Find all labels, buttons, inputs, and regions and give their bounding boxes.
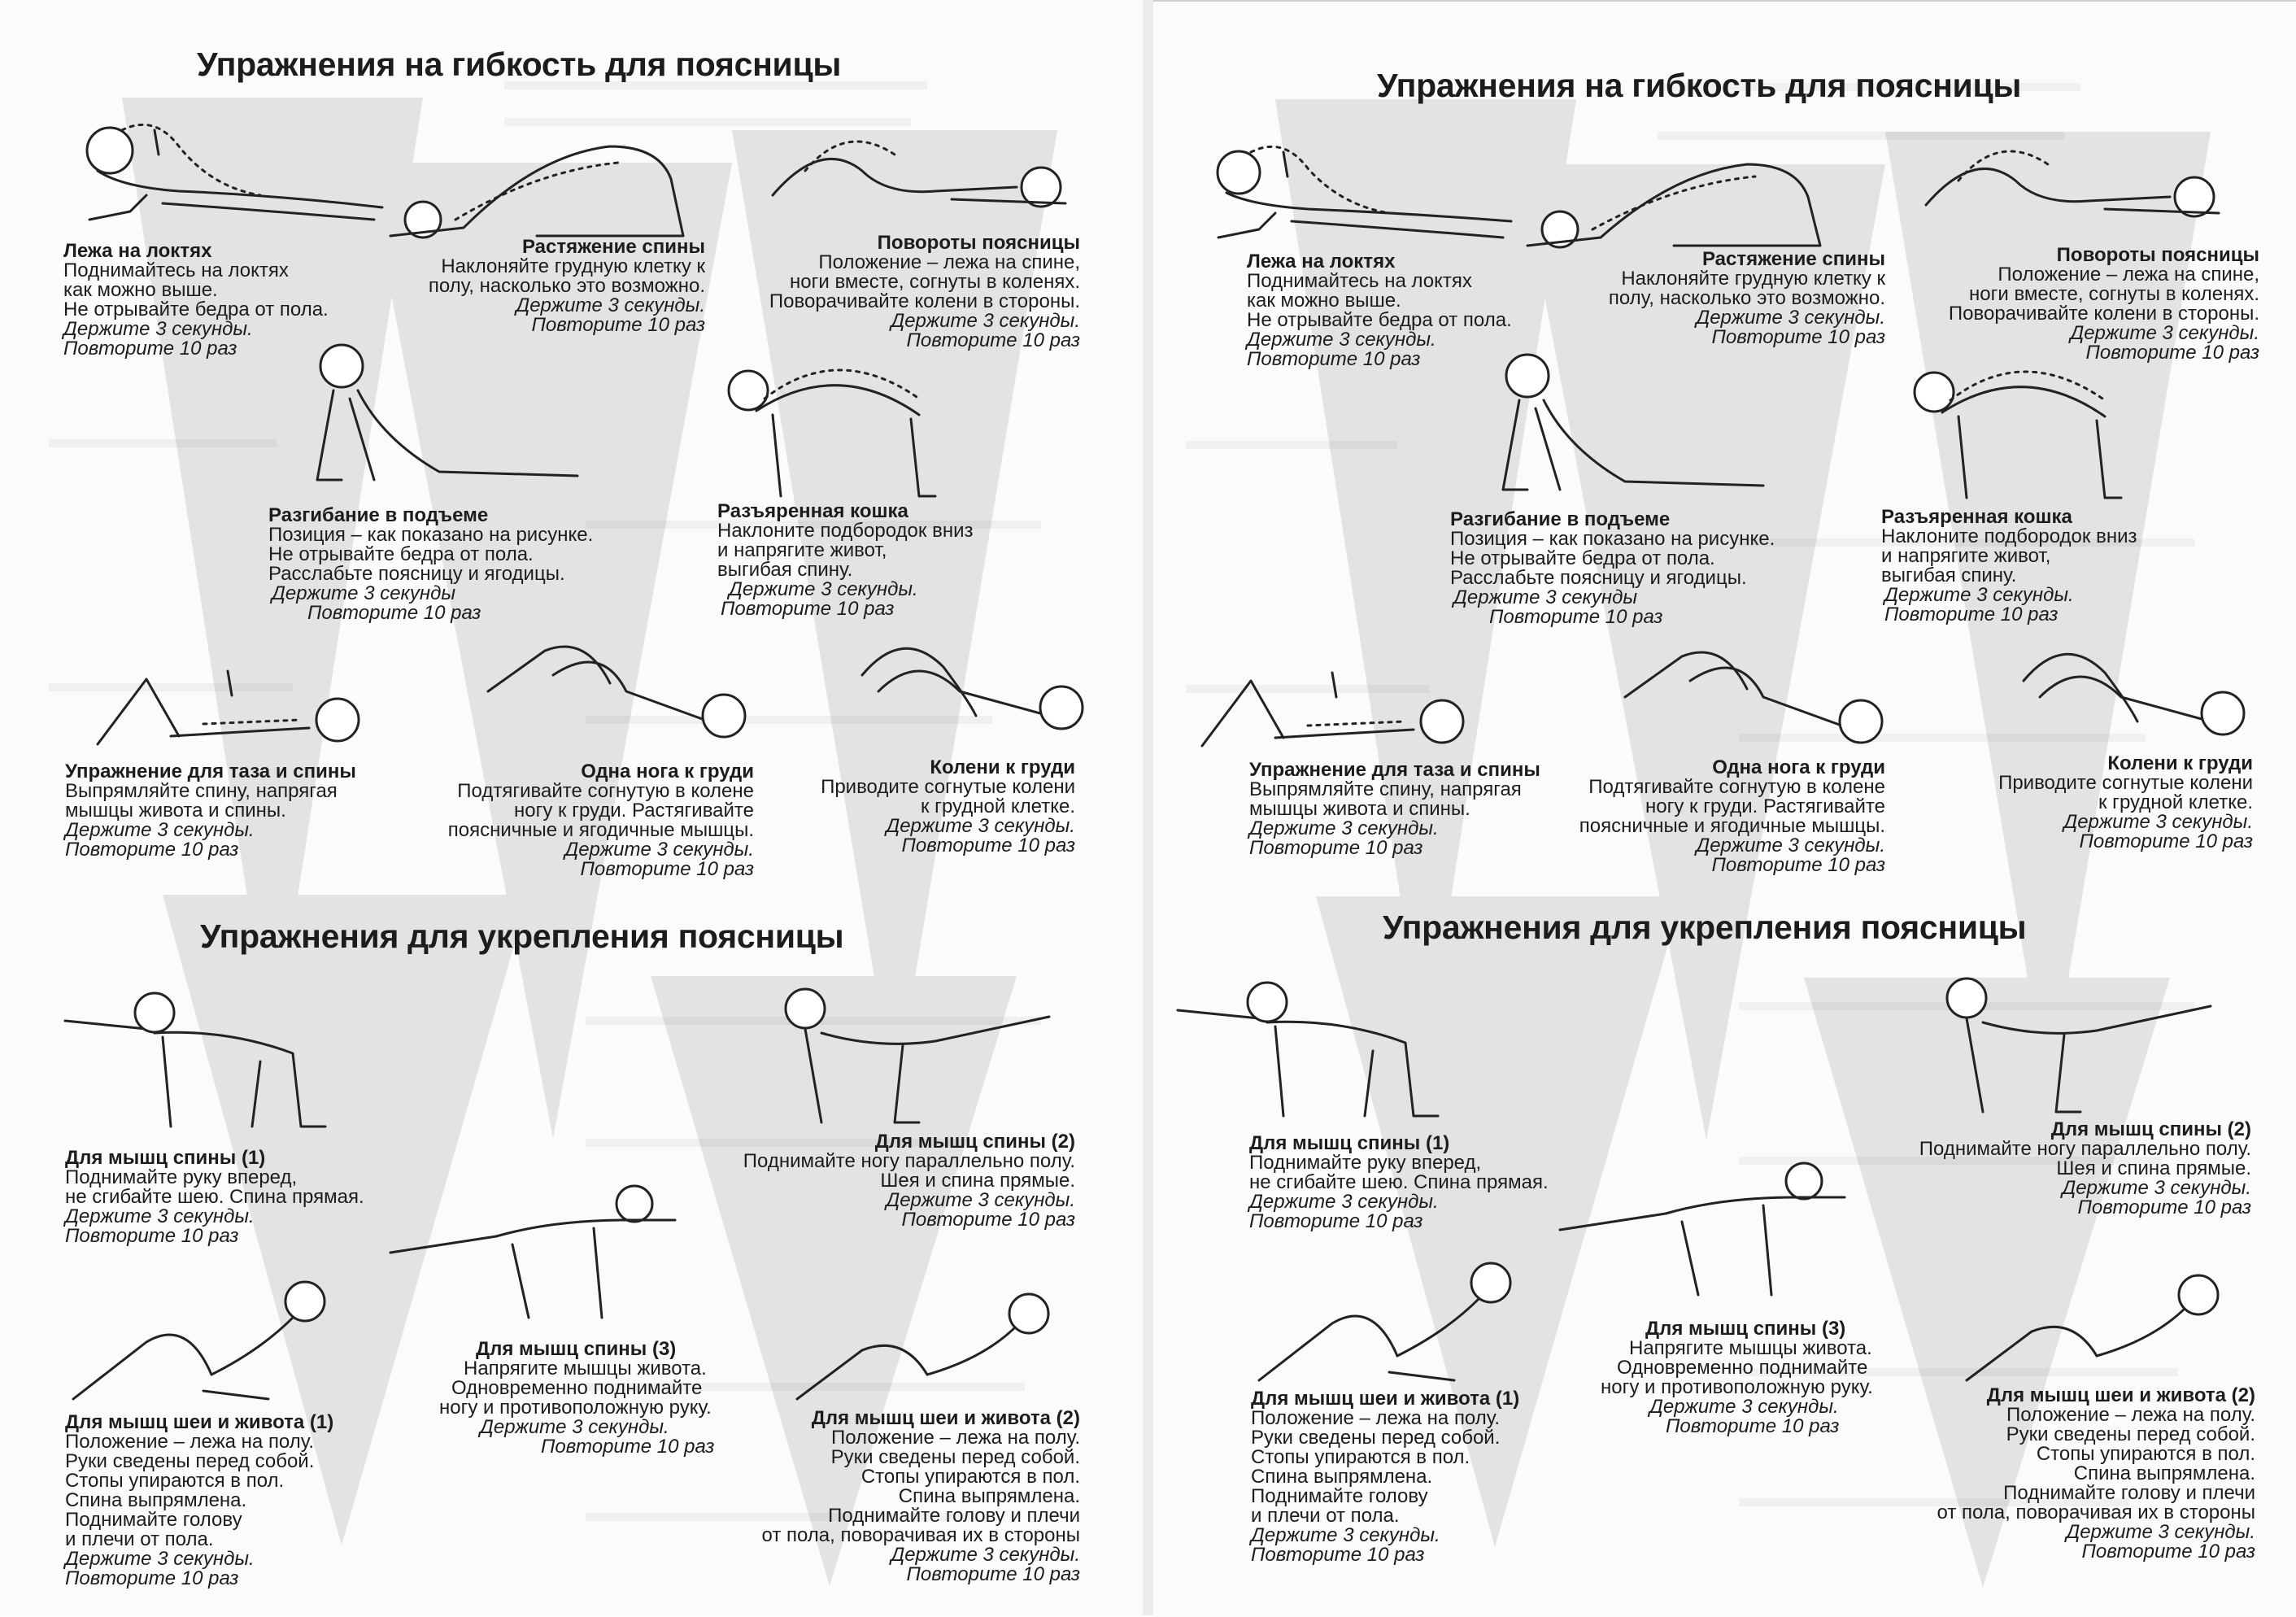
caption-press-up-extension: Разгибание в подъеме Позиция – как показано на рисунке. Не отрывайте бедра от пола. Расслабьте поясницу и ягодицы. Держите 3 секунды Повторите 10 раз xyxy=(268,504,594,624)
caption-lumbar-rotation: Повороты поясницы Положение – лежа на спине, ноги вместе, согнуты в коленях. Поворачивайте колени в стороны. Держите 3 секунды. Повторите 10 раз xyxy=(1948,244,2259,364)
figure-single-knee-to-chest xyxy=(1625,632,1893,754)
caption-pelvic-tilt: Упражнение для таза и спины Выпрямляйте спину, напрягая мышцы живота и спины. Держите 3 секунды. Повторите 10 раз xyxy=(1249,759,1540,859)
figure-pelvic-tilt xyxy=(1202,648,1479,754)
figure-back-muscles-2 xyxy=(1934,974,2227,1120)
caption-back-muscles-3: Для мышц спины (3) Напрягите мышцы живота. Одновременно поднимайте ногу и противоположную руку. Держите 3 секунды. Повторите 10 раз xyxy=(1601,1318,1873,1437)
figure-back-muscles-3 xyxy=(1560,1165,1853,1303)
figure-back-muscles-3 xyxy=(390,1188,683,1326)
section-title-strengthening: Упражнения для укрепления поясницы xyxy=(1383,909,2027,946)
caption-back-muscles-3: Для мышц спины (3) Напрягите мышцы живота. Одновременно поднимайте ногу и противоположную руку. Держите 3 секунды. Повторите 10 раз xyxy=(439,1338,715,1458)
caption-back-muscles-2: Для мышц спины (2) Поднимайте ногу параллельно полу. Шея и спина прямые. Держите 3 секунды. Повторите 10 раз xyxy=(1919,1118,2251,1218)
figure-knees-to-chest xyxy=(854,626,1098,748)
figure-neck-abs-1 xyxy=(73,1269,342,1407)
figure-angry-cat xyxy=(1902,343,2146,506)
figure-neck-abs-2 xyxy=(797,1285,1065,1407)
figure-lying-on-elbows xyxy=(1194,124,1519,246)
figure-pelvic-tilt xyxy=(98,647,374,752)
caption-neck-abs-2: Для мышц шеи и живота (2) Положение – лежа на полу. Руки сведены перед собой. Стопы упираются в пол. Спина выпрямлена. Поднимайте голову и плечи от пола, поворачивая их в стороны Держите 3 секунды. Повторите 10 раз xyxy=(761,1407,1080,1585)
spread-gutter xyxy=(1143,0,1153,1615)
figure-back-stretch xyxy=(390,122,699,252)
left-page xyxy=(0,0,1143,1615)
figure-lumbar-rotation xyxy=(773,122,1082,220)
caption-back-stretch: Растяжение спины Наклоняйте грудную клетку к полу, насколько это возможно. Держите 3 секунды. Повторите 10 раз xyxy=(1608,248,1885,348)
caption-pelvic-tilt: Упражнение для таза и спины Выпрямляйте спину, напрягая мышцы живота и спины. Держите 3 секунды. Повторите 10 раз xyxy=(65,761,356,861)
caption-angry-cat: Разъяренная кошка Наклоните подбородок вниз и напрягите живот, выгибая спину. Держите 3 секунды. Повторите 10 раз xyxy=(717,500,974,620)
figure-lumbar-rotation xyxy=(1926,132,2235,229)
figure-press-up-extension xyxy=(293,342,586,488)
section-title-flexibility: Упражнения на гибкость для поясницы xyxy=(197,46,842,83)
caption-single-knee-to-chest: Одна нога к груди Подтягивайте согнутую в колене ногу к груди. Растягивайте поясничные и ягодичные мышцы. Держите 3 секунды. Повторите 10 раз xyxy=(447,761,754,880)
caption-knees-to-chest: Колени к груди Приводите согнутые колени к грудной клетке. Держите 3 секунды. Повторите 10 раз xyxy=(1998,752,2253,852)
figure-knees-to-chest xyxy=(2015,632,2259,754)
figure-back-muscles-1 xyxy=(65,988,350,1135)
figure-back-muscles-1 xyxy=(1178,978,1462,1124)
caption-angry-cat: Разъяренная кошка Наклоните подбородок вниз и напрягите живот, выгибая спину. Держите 3 секунды. Повторите 10 раз xyxy=(1881,506,2137,625)
figure-neck-abs-2 xyxy=(1967,1266,2235,1388)
right-page xyxy=(1153,0,2296,1617)
figure-press-up-extension xyxy=(1479,351,1771,498)
caption-knees-to-chest: Колени к груди Приводите согнутые колени к грудной клетке. Держите 3 секунды. Повторите 10 раз xyxy=(821,756,1075,856)
caption-neck-abs-1: Для мышц шеи и живота (1) Положение – лежа на полу. Руки сведены перед собой. Стопы упираются в пол. Спина выпрямлена. Поднимайте голову и плечи от пола. Держите 3 секунды. Повторите 10 раз xyxy=(1251,1388,1520,1566)
section-title-flexibility: Упражнения на гибкость для поясницы xyxy=(1377,67,2022,104)
caption-back-muscles-1: Для мышц спины (1) Поднимайте руку вперед, не сгибайте шею. Спина прямая. Держите 3 секунды. Повторите 10 раз xyxy=(65,1147,364,1247)
caption-neck-abs-1: Для мышц шеи и живота (1) Положение – лежа на полу. Руки сведены перед собой. Стопы упираются в пол. Спина выпрямлена. Поднимайте голову и плечи от пола. Держите 3 секунды. Повторите 10 раз xyxy=(65,1411,334,1589)
figure-neck-abs-1 xyxy=(1259,1250,1527,1388)
figure-back-muscles-2 xyxy=(773,984,1065,1131)
caption-lying-on-elbows: Лежа на локтях Поднимайтесь на локтях как можно выше. Не отрывайте бедра от пола. Держите 3 секунды. Повторите 10 раз xyxy=(63,240,329,360)
figure-lying-on-elbows xyxy=(65,98,390,236)
caption-press-up-extension: Разгибание в подъеме Позиция – как показано на рисунке. Не отрывайте бедра от пола. Расслабьте поясницу и ягодицы. Держите 3 секунды Повторите 10 раз xyxy=(1450,508,1775,628)
caption-back-muscles-2: Для мышц спины (2) Поднимайте ногу параллельно полу. Шея и спина прямые. Держите 3 секунды. Повторите 10 раз xyxy=(743,1131,1075,1231)
caption-lying-on-elbows: Лежа на локтях Поднимайтесь на локтях как можно выше. Не отрывайте бедра от пола. Держите 3 секунды. Повторите 10 раз xyxy=(1247,251,1512,370)
figure-back-stretch xyxy=(1527,140,1836,262)
figure-single-knee-to-chest xyxy=(488,626,756,748)
figure-angry-cat xyxy=(716,342,960,504)
caption-back-stretch: Растяжение спины Наклоняйте грудную клетку к полу, насколько это возможно. Держите 3 секунды. Повторите 10 раз xyxy=(428,236,705,336)
caption-back-muscles-1: Для мышц спины (1) Поднимайте руку вперед, не сгибайте шею. Спина прямая. Держите 3 секунды. Повторите 10 раз xyxy=(1249,1132,1549,1232)
caption-single-knee-to-chest: Одна нога к груди Подтягивайте согнутую в колене ногу к груди. Растягивайте поясничные и ягодичные мышцы. Держите 3 секунды. Повторите 10 раз xyxy=(1579,756,1885,876)
caption-lumbar-rotation: Повороты поясницы Положение – лежа на спине, ноги вместе, согнуты в коленях. Поворачивайте колени в стороны. Держите 3 секунды. Повторите 10 раз xyxy=(769,232,1080,351)
caption-neck-abs-2: Для мышц шеи и живота (2) Положение – лежа на полу. Руки сведены перед собой. Стопы упираются в пол. Спина выпрямлена. Поднимайте голову и плечи от пола, поворачивая их в стороны Держите 3 секунды. Повторите 10 раз xyxy=(1937,1384,2255,1563)
section-title-strengthening: Упражнения для укрепления поясницы xyxy=(200,917,844,955)
